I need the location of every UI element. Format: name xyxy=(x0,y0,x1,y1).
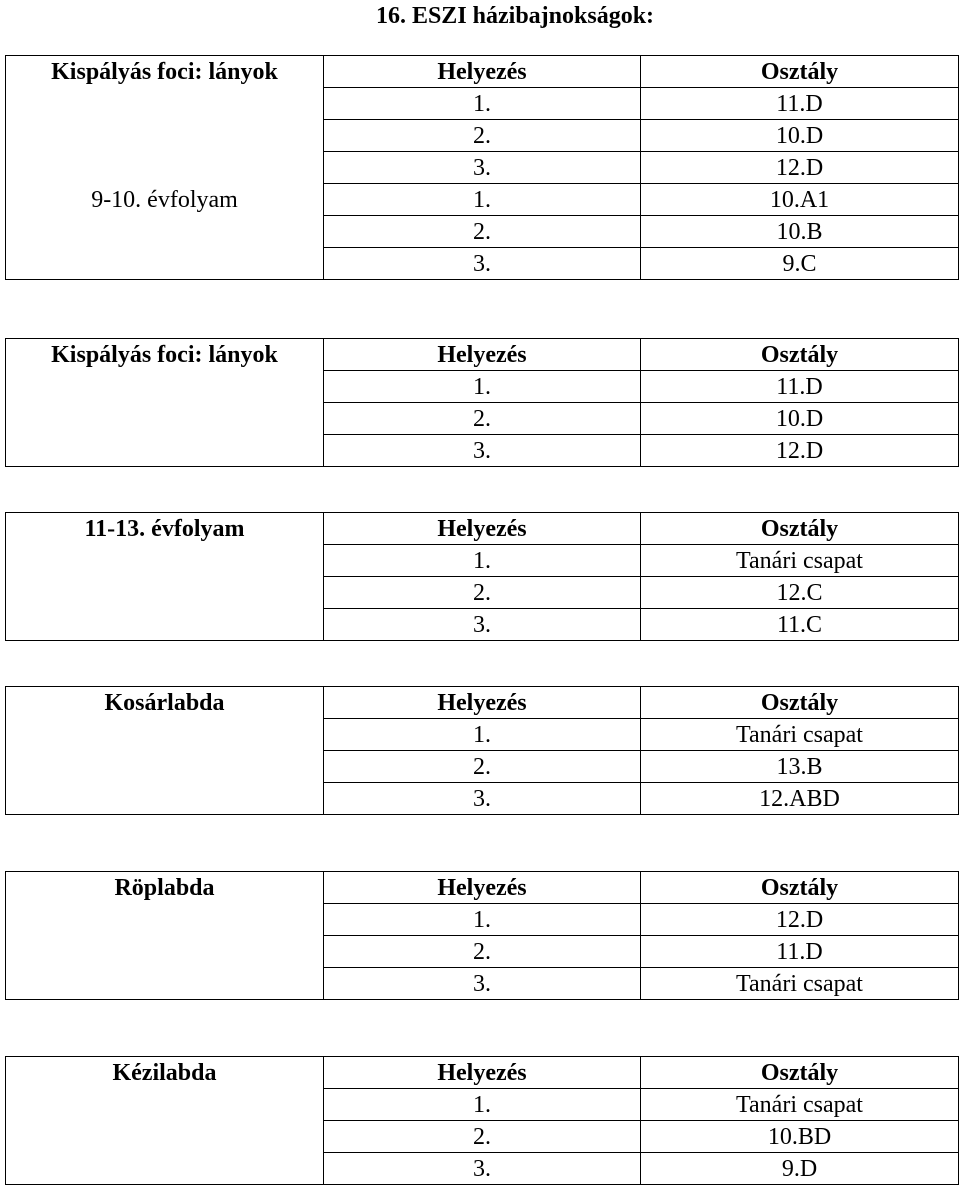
placement-header: Helyezés xyxy=(324,872,641,904)
class-cell: 12.D xyxy=(641,904,959,936)
table-header-row xyxy=(6,687,959,719)
table-row xyxy=(6,1153,959,1185)
placement-cell: 1. xyxy=(324,88,641,120)
table-row xyxy=(6,1089,959,1121)
placement-header: Helyezés xyxy=(324,339,641,371)
category-cell xyxy=(6,1089,324,1121)
placement-cell: 1. xyxy=(324,719,641,751)
table-row xyxy=(6,783,959,815)
results-table xyxy=(5,1056,959,1185)
class-cell: 11.D xyxy=(641,88,959,120)
class-header: Osztály xyxy=(641,1057,959,1089)
placement-header: Helyezés xyxy=(324,687,641,719)
class-cell: Tanári csapat xyxy=(641,1089,959,1121)
class-cell: Tanári csapat xyxy=(641,968,959,1000)
category-cell xyxy=(6,609,324,641)
table-row xyxy=(6,88,959,120)
category-cell xyxy=(6,152,324,184)
category-cell xyxy=(6,120,324,152)
class-cell: 12.D xyxy=(641,435,959,467)
placement-cell: 2. xyxy=(324,936,641,968)
category-cell xyxy=(6,435,324,467)
category-header: Kézilabda xyxy=(6,1057,324,1089)
class-cell: 10.D xyxy=(641,120,959,152)
class-header: Osztály xyxy=(641,872,959,904)
class-cell: 9.D xyxy=(641,1153,959,1185)
table-row xyxy=(6,751,959,783)
placement-cell: 3. xyxy=(324,1153,641,1185)
category-cell: 9-10. évfolyam xyxy=(6,184,324,216)
table-row xyxy=(6,577,959,609)
placement-cell: 1. xyxy=(324,371,641,403)
placement-cell: 2. xyxy=(324,216,641,248)
class-cell: 11.D xyxy=(641,371,959,403)
class-cell: 9.C xyxy=(641,248,959,280)
category-header: Röplabda xyxy=(6,872,324,904)
table-row xyxy=(6,371,959,403)
table-row xyxy=(6,936,959,968)
table-header-row xyxy=(6,56,959,88)
table-row xyxy=(6,435,959,467)
placement-cell: 3. xyxy=(324,435,641,467)
table-row xyxy=(6,152,959,184)
class-cell: Tanári csapat xyxy=(641,545,959,577)
placement-cell: 3. xyxy=(324,968,641,1000)
class-cell: 12.C xyxy=(641,577,959,609)
class-cell: 10.A1 xyxy=(641,184,959,216)
class-header: Osztály xyxy=(641,339,959,371)
category-cell xyxy=(6,371,324,403)
table-row xyxy=(6,609,959,641)
category-cell xyxy=(6,904,324,936)
category-cell xyxy=(6,577,324,609)
table-header-row xyxy=(6,513,959,545)
table-row xyxy=(6,403,959,435)
category-cell xyxy=(6,936,324,968)
category-header: Kispályás foci: lányok xyxy=(6,339,324,371)
class-cell: 11.D xyxy=(641,936,959,968)
placement-cell: 1. xyxy=(324,545,641,577)
table-row xyxy=(6,545,959,577)
class-cell: 10.BD xyxy=(641,1121,959,1153)
placement-cell: 3. xyxy=(324,248,641,280)
results-table xyxy=(5,338,959,467)
placement-cell: 1. xyxy=(324,904,641,936)
class-cell: 10.D xyxy=(641,403,959,435)
class-cell: 12.D xyxy=(641,152,959,184)
class-cell: 10.B xyxy=(641,216,959,248)
table-row xyxy=(6,1121,959,1153)
category-header: Kispályás foci: lányok xyxy=(6,56,324,88)
class-cell: 11.C xyxy=(641,609,959,641)
category-cell xyxy=(6,719,324,751)
placement-cell: 2. xyxy=(324,120,641,152)
table-row xyxy=(6,904,959,936)
class-cell: 13.B xyxy=(641,751,959,783)
category-cell xyxy=(6,968,324,1000)
placement-cell: 3. xyxy=(324,783,641,815)
placement-cell: 3. xyxy=(324,152,641,184)
placement-cell: 1. xyxy=(324,1089,641,1121)
category-cell xyxy=(6,751,324,783)
category-header: Kosárlabda xyxy=(6,687,324,719)
placement-cell: 2. xyxy=(324,403,641,435)
class-cell: 12.ABD xyxy=(641,783,959,815)
category-cell xyxy=(6,545,324,577)
results-table xyxy=(5,512,959,641)
placement-cell: 2. xyxy=(324,577,641,609)
table-header-row xyxy=(6,1057,959,1089)
class-cell: Tanári csapat xyxy=(641,719,959,751)
page-title: 16. ESZI házibajnokságok: xyxy=(375,3,655,29)
results-table xyxy=(5,871,959,1000)
placement-header: Helyezés xyxy=(324,513,641,545)
table-row xyxy=(6,719,959,751)
placement-cell: 2. xyxy=(324,751,641,783)
category-cell xyxy=(6,1121,324,1153)
category-cell xyxy=(6,1153,324,1185)
category-cell xyxy=(6,216,324,248)
table-row xyxy=(6,120,959,152)
table-row xyxy=(6,968,959,1000)
category-cell xyxy=(6,403,324,435)
results-table xyxy=(5,55,959,280)
table-header-row xyxy=(6,872,959,904)
category-cell xyxy=(6,88,324,120)
table-row xyxy=(6,248,959,280)
class-header: Osztály xyxy=(641,56,959,88)
results-table xyxy=(5,686,959,815)
class-header: Osztály xyxy=(641,687,959,719)
table-header-row xyxy=(6,339,959,371)
placement-header: Helyezés xyxy=(324,56,641,88)
table-row xyxy=(6,216,959,248)
placement-cell: 2. xyxy=(324,1121,641,1153)
placement-cell: 3. xyxy=(324,609,641,641)
category-header: 11-13. évfolyam xyxy=(6,513,324,545)
table-row xyxy=(6,184,959,216)
placement-cell: 1. xyxy=(324,184,641,216)
class-header: Osztály xyxy=(641,513,959,545)
placement-header: Helyezés xyxy=(324,1057,641,1089)
category-cell xyxy=(6,783,324,815)
category-cell xyxy=(6,248,324,280)
